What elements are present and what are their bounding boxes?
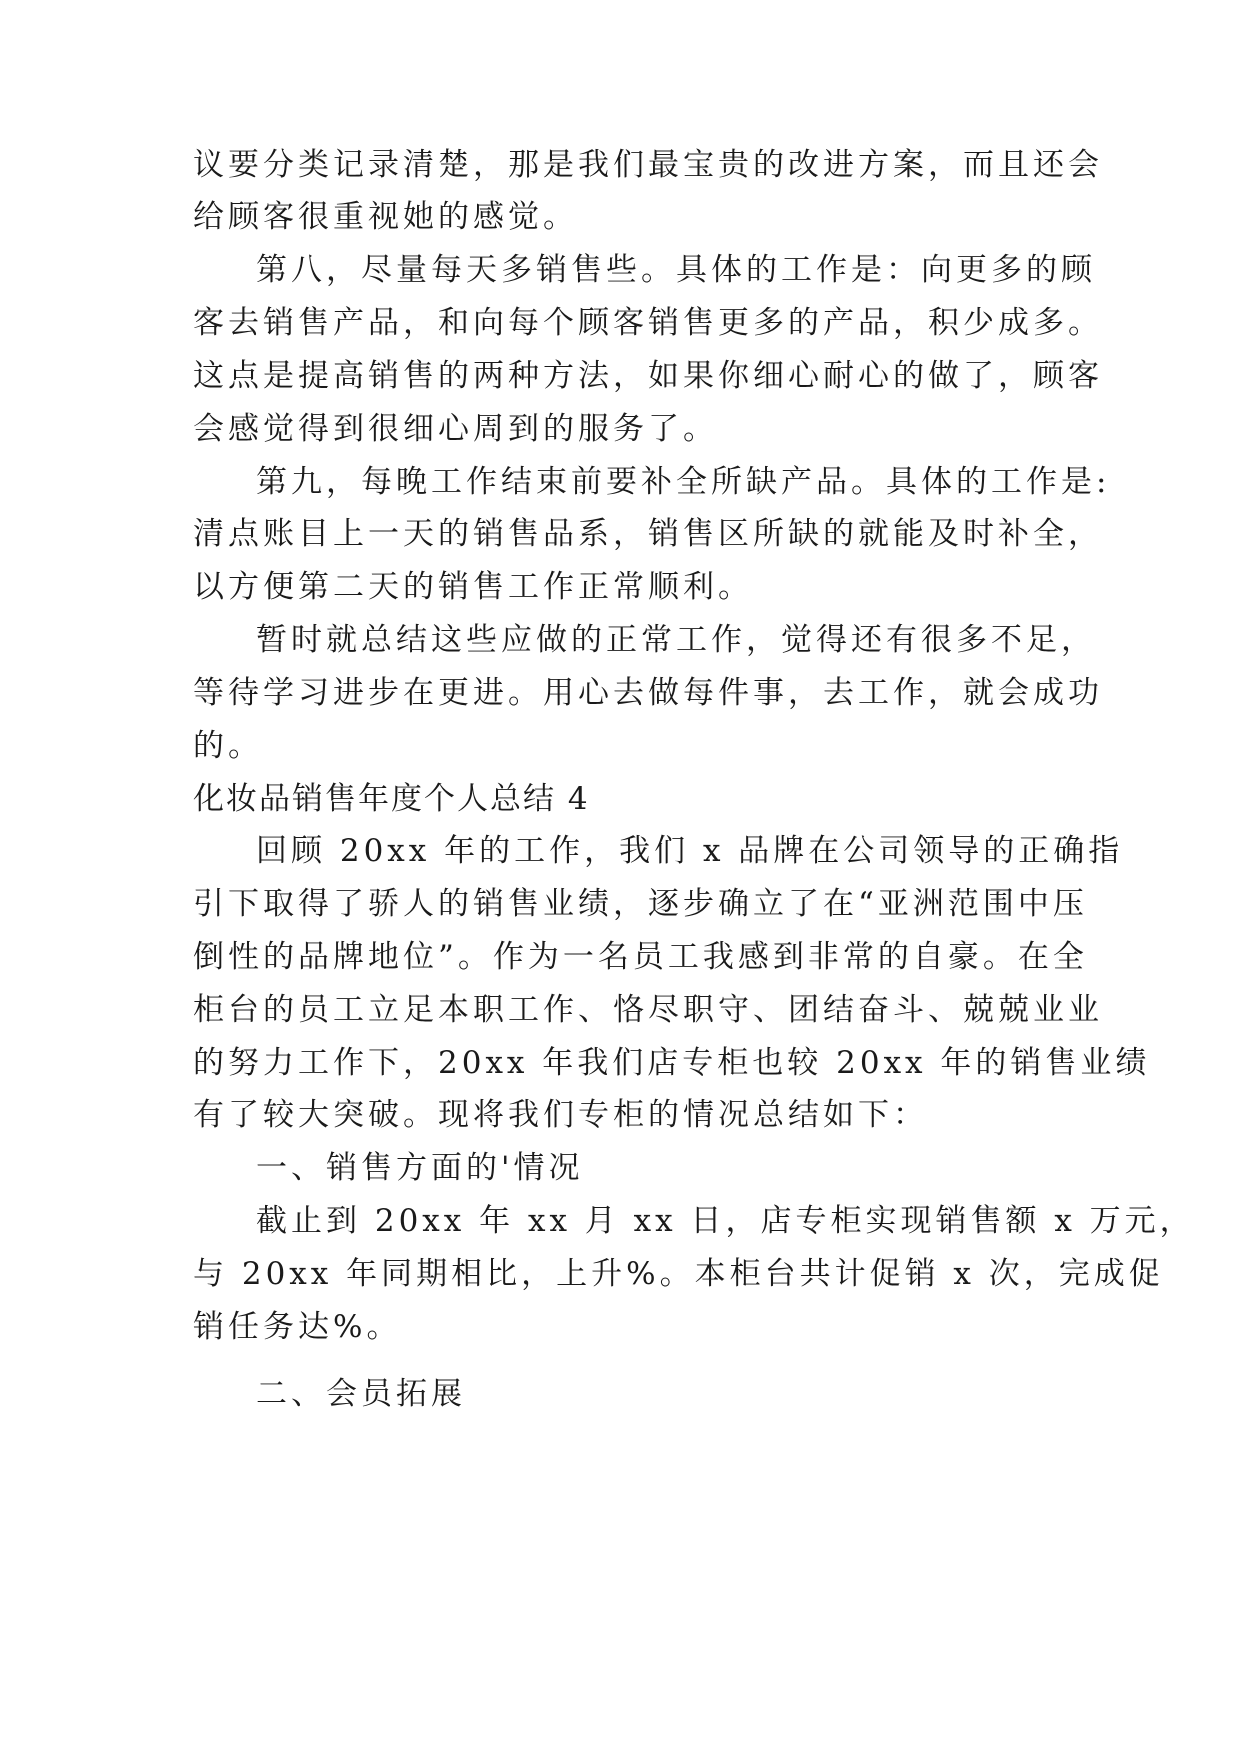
text-line: 暂时就总结这些应做的正常工作，觉得还有很多不足， [256, 622, 1096, 658]
text-line: 给顾客很重视她的感觉。 [193, 199, 578, 235]
text-line: 二、会员拓展 [256, 1376, 466, 1412]
text-line: 第九，每晚工作结束前要补全所缺产品。具体的工作是: [256, 464, 1111, 500]
text-line: 会感觉得到很细心周到的服务了。 [193, 411, 718, 447]
text-line: 以方便第二天的销售工作正常顺利。 [193, 569, 753, 605]
text-line: 第八，尽量每天多销售些。具体的工作是：向更多的顾 [256, 252, 1096, 288]
text-line: 的努力工作下，20xx 年我们店专柜也较 20xx 年的销售业绩 [193, 1045, 1151, 1081]
text-line: 倒性的品牌地位”。作为一名员工我感到非常的自豪。在全 [193, 939, 1088, 975]
text-line: 与 20xx 年同期相比，上升%。本柜台共计促销 x 次，完成促 [193, 1256, 1164, 1292]
text-line: 等待学习进步在更进。用心去做每件事，去工作，就会成功 [193, 675, 1103, 711]
text-line: 清点账目上一天的销售品系，销售区所缺的就能及时补全， [193, 516, 1103, 552]
text-line: 截止到 20xx 年 xx 月 xx 日，店专柜实现销售额 x 万元， [256, 1203, 1195, 1239]
section-heading: 化妆品销售年度个人总结 4 [193, 781, 590, 817]
text-line: 这点是提高销售的两种方法，如果你细心耐心的做了，顾客 [193, 358, 1103, 394]
text-line: 销任务达%。 [193, 1309, 402, 1345]
text-line: 有了较大突破。现将我们专柜的情况总结如下： [193, 1097, 928, 1133]
text-line: 的。 [193, 728, 263, 764]
text-line: 议要分类记录清楚，那是我们最宝贵的改进方案，而且还会 [193, 147, 1103, 183]
text-line: 回顾 20xx 年的工作，我们 x 品牌在公司领导的正确指 [256, 833, 1124, 869]
text-line: 引下取得了骄人的销售业绩，逐步确立了在“亚洲范围中压 [193, 886, 1088, 922]
text-line: 一、销售方面的'情况 [256, 1150, 584, 1186]
text-line: 客去销售产品，和向每个顾客销售更多的产品，积少成多。 [193, 305, 1103, 341]
text-line: 柜台的员工立足本职工作、恪尽职守、团结奋斗、兢兢业业 [193, 992, 1103, 1028]
